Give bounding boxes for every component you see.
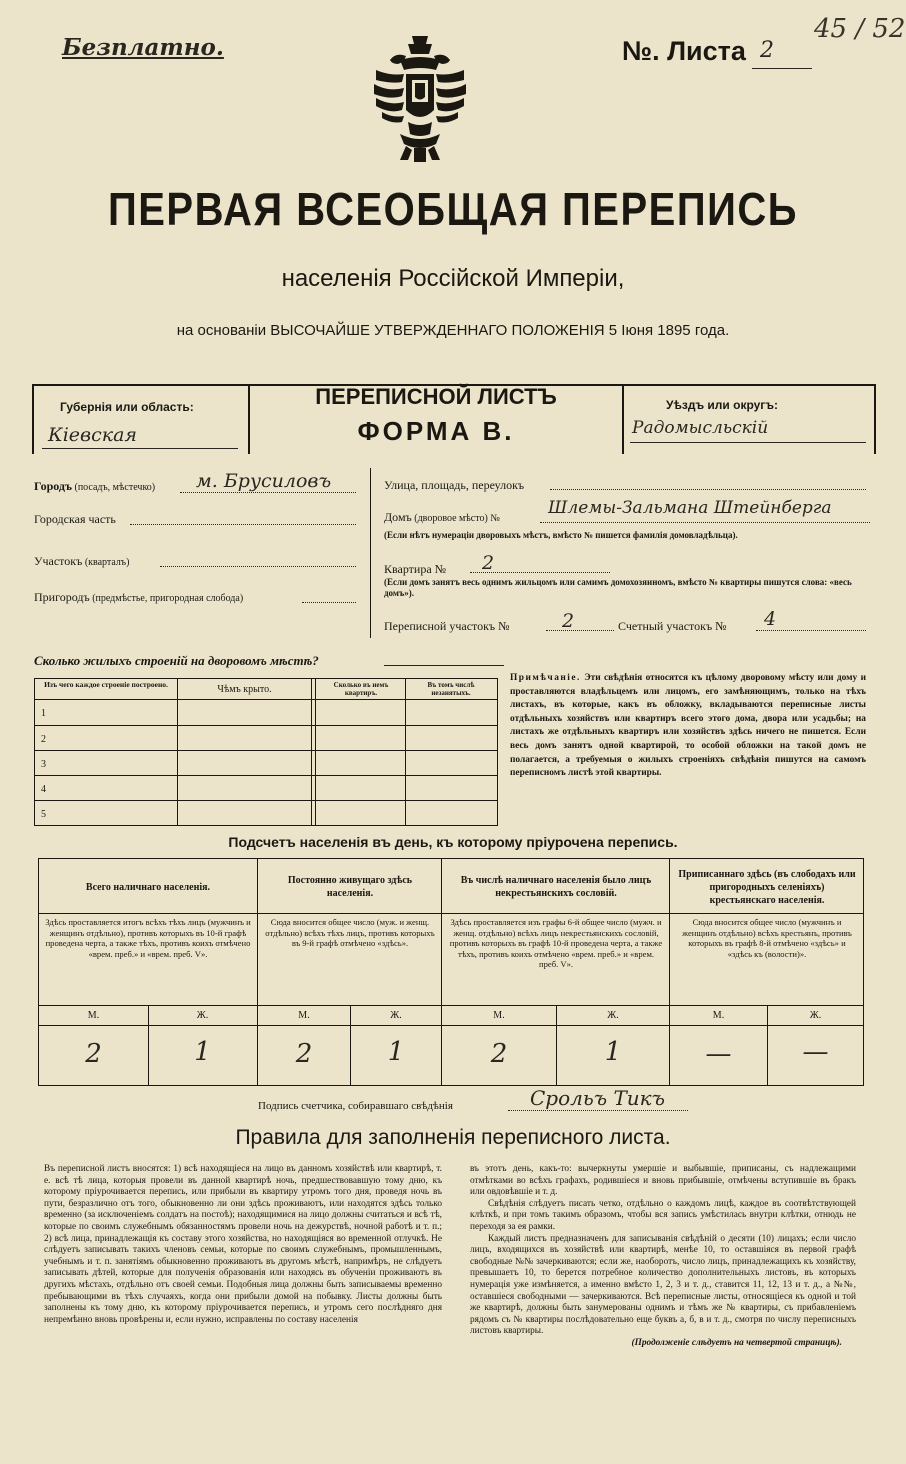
census-area-label: Переписной участокъ № — [384, 619, 510, 633]
female-count: — — [802, 1037, 829, 1067]
sheet-number-label: №. Листа — [622, 36, 746, 66]
gubernia-value: Кіевская — [48, 424, 137, 446]
tally-table — [38, 858, 864, 1086]
uezd-label: Уѣздъ или округъ: — [666, 398, 779, 412]
col-flats: Сколько въ немъ квартиръ. — [333, 681, 389, 697]
tally-column-description: Сюда вносится общее число (муж. и женщ. отдѣльно) всѣхъ тѣхъ лицъ, противъ которыхъ въ 9-й графѣ отмѣчено «здѣсь». — [265, 917, 435, 949]
tally-title: Подсчетъ населенія въ день, къ которому пріурочена перепись. — [228, 834, 678, 850]
form-title: ФОРМА В. — [357, 416, 515, 446]
flat-value: 2 — [482, 552, 495, 574]
signature-label: Подпись счетчика, собиравшаго свѣдѣнія — [258, 1100, 453, 1112]
legal-basis: на основаніи ВЫСОЧАЙШЕ УТВЕРЖДЕННАГО ПОЛОЖЕНІЯ 5 Іюня 1895 года. — [176, 322, 730, 339]
suburb-label: Пригородъ (предмѣстье, пригородная слобода) — [34, 590, 244, 604]
city-part-label: Городская часть — [34, 512, 116, 526]
street-label: Улица, площадь, переулокъ — [384, 478, 525, 492]
female-label: Ж. — [390, 1010, 402, 1021]
male-label: М. — [712, 1010, 725, 1021]
tally-column — [441, 859, 670, 1085]
tally-column-heading: Постоянно живущаго здѣсь населенія. — [287, 875, 413, 899]
house-hint: (Если нѣтъ нумераціи дворовыхъ мѣстъ, вмѣсто № пишется фамилія домовладѣльца). — [384, 530, 738, 540]
buildings-note: Примѣчаніе. Эти свѣдѣнія относятся къ цѣлому дворовому мѣсту или дому и проставляются владѣльцемъ или лицомъ, его замѣняющимъ, только на тѣхъ листахъ, въ которые, какъ въ обложку, вкладываются переписные листы отдѣльныхъ хозяйствъ или квартиръ всего этого дома, двора или усадьбы; на листахъ же отдѣльныхъ квартиръ или хозяйствъ здѣсь ничего не пишется. Если весь домъ занятъ одной квартирой, то особой обложки на такой домъ не полагается, а требуемыя о жилыхъ строеніяхъ свѣдѣнія пишутся на самомъ переписномъ листѣ этой квартиры. — [510, 673, 866, 779]
female-count: 1 — [604, 1037, 622, 1067]
male-count: 2 — [490, 1039, 508, 1069]
flat-label: Квартира № — [384, 562, 447, 576]
building-row — [35, 725, 497, 751]
male-label: М. — [87, 1010, 100, 1021]
tally-column-heading: Всего наличнаго населенія. — [85, 881, 211, 893]
building-row-number: 4 — [41, 784, 46, 795]
page-subtitle: населенія Россійской Имперіи, — [281, 265, 625, 292]
col-material: Изъ чего каждое строеніе построено. — [44, 680, 168, 689]
male-count: — — [705, 1039, 732, 1069]
col-roof: Чѣмъ крыто. — [217, 684, 272, 695]
gubernia-label: Губернія или область: — [60, 400, 194, 414]
count-area-label: Счетный участокъ № — [618, 619, 727, 633]
male-label: М. — [298, 1010, 310, 1021]
tally-column-description: Сюда вносится общее число (мужчинъ и женщинъ отдѣльно) всѣхъ крестьянъ, противъ которыхъ въ графѣ 8-й отмѣчено «здѣсь» и «здѣсь къ (волости)». — [682, 917, 852, 959]
female-count: 1 — [194, 1037, 211, 1067]
tally-column-description: Здѣсь проставляется итогъ всѣхъ тѣхъ лицъ (мужчинъ и женщинъ отдѣльно), противъ которыхъ въ 10-й графѣ проведена черта, а также тѣхъ, противъ коихъ отмѣчено «врем. преб.» и «врем. преб. V». — [45, 917, 251, 959]
uezd-value: Радомысльскій — [632, 418, 769, 438]
sheet-number-value: 2 — [760, 38, 774, 63]
city-label: Городъ (посадъ, мѣстечко) — [34, 479, 156, 493]
building-row-number: 2 — [41, 734, 46, 745]
building-row — [35, 775, 497, 801]
building-row-number: 5 — [41, 809, 46, 820]
flat-hint: (Если домъ занятъ весь однимъ жильцомъ или самимъ домохозяиномъ, вмѣсто № квартиры пишутся слова: «весь домъ»). — [384, 577, 852, 598]
census-area-value: 2 — [562, 610, 575, 632]
precinct-label: Участокъ (кварталъ) — [34, 554, 130, 568]
tally-column — [39, 859, 257, 1085]
buildings-question: Сколько жилыхъ строеній на дворовомъ мѣстѣ? — [34, 653, 319, 668]
rules-title: Правила для заполненія переписного листа. — [235, 1126, 671, 1149]
signature-value: Срольъ Тикъ — [530, 1086, 665, 1110]
female-label: Ж. — [607, 1010, 619, 1021]
female-label: Ж. — [196, 1010, 209, 1021]
building-row-number: 1 — [41, 708, 46, 719]
male-count: 2 — [85, 1039, 102, 1069]
tally-column — [257, 859, 442, 1085]
female-label: Ж. — [809, 1010, 822, 1021]
house-label: Домъ (дворовое мѣсто) № — [384, 510, 500, 524]
free-label: Безплатно. — [62, 34, 224, 61]
building-row-number: 3 — [41, 759, 46, 770]
building-row — [35, 750, 497, 776]
count-area-value: 4 — [764, 608, 777, 630]
buildings-table — [34, 678, 498, 826]
col-uninhabited: Въ томъ числѣ незанятыхъ. — [427, 681, 475, 697]
building-row — [35, 700, 497, 725]
rules-right-column: въ этотъ день, какъ-то: вычеркнуты умершіе и выбывшіе, приписаны, съ надлежащими отмѣтками во всѣхъ графахъ, родившіеся и вновь прибывшіе, отмѣчены вступившіе въ бракъ или овдовѣвшіе и т. д. Свѣдѣнія слѣдуетъ писать четко, отдѣльно о каждомъ лицѣ, каждое въ соотвѣтствующей клѣткѣ, и при томъ такимъ образомъ, чтобы вся запись умѣстилась внутри клѣтки, отнюдь не переходя за ея рамки. Каждый листъ предназначенъ для записыванія свѣдѣній о десяти (10) лицахъ; если число лицъ, входящихся въ хозяйствѣ или квартирѣ, менѣе 10, то оставшіяся въ первой графѣ свободные №№ зачеркиваются; если же, наоборотъ, число лицъ, принадлежащихъ къ хозяйству, превышаетъ 10, то берется потребное количество дополнительныхъ листовъ, въ которыхъ нумерація уже измѣняется, а именно вмѣсто 1, 2, 3 и т. д., ставится 11, 12, 13 и т. д., а №№, оставшіеся свободными — зачеркиваются. Всѣ переписные листы, относящіеся къ одной и той же квартирѣ, должны быть занумерованы однимъ и тѣмъ же № квартиры, съ прибавленіемъ рядомъ съ № квартиры послѣдовательно еще буквъ а, б, в и т. д., смотря по числу переписныхъ листовъ квартиры. (Продолженіе слѣдуетъ на четвертой страницѣ). — [470, 1164, 856, 1348]
tally-column-heading: Въ числѣ наличнаго населенія было лицъ некрестьянскихъ сословій. — [460, 875, 652, 899]
tally-column-description: Здѣсь проставляется изъ графы 6-й общее число (мужч. и женщ. отдѣльно) всѣхъ лицъ некрестьянскихъ сословій, противъ которыхъ въ графѣ 10-й проведена черта, а также тѣхъ, противъ коихъ отмѣчено «врем. преб.» и «врем. преб. V». — [449, 917, 663, 970]
male-count: 2 — [295, 1039, 313, 1069]
male-label: М. — [493, 1010, 505, 1021]
sheet-title: ПЕРЕПИСНОЙ ЛИСТЪ — [315, 384, 557, 409]
city-value: м. Брусиловъ — [196, 470, 332, 492]
tally-column-heading: Приписаннаго здѣсь (въ слободахъ или пригородныхъ селеніяхъ) крестьянскаго населенія. — [678, 868, 856, 906]
rules-left-column: Въ переписной листъ вносятся: 1) всѣ находящіеся на лицо въ данномъ хозяйствѣ или квартирѣ, т. е. всѣ тѣ лица, которыя провели въ данной квартирѣ ночь, предшествовавшую тому дню, къ которому пріурочивается перепись, или прибыли въ квартиру утромъ того дня, проведя ночь въ пути, безразлично отъ того, обыкновенно ли они здѣсь проживаютъ, или находятся здѣсь только временно (за исключеніемъ солдатъ на постоѣ); находящимися на лицо должны считаться и всѣ тѣ, которые по своимъ служебнымъ обязанностямъ провели ночь на дежурствѣ, ночной работѣ и т. п.; 2) всѣ лица, принадлежащія къ составу этого хозяйства, но находящіяся во временной отлучкѣ. Не слѣдуетъ записывать такихъ членовъ семьи, которые по своимъ служебнымъ, промышленнымъ, учебнымъ и т. п. занятіямъ обыкновенно проживаютъ въ другомъ мѣстѣ, напримѣръ, не слѣдуетъ записывать дѣтей, которые для полученія образованія или находясь въ обученіи проживаютъ въ другихъ мѣстахъ, отдѣльно отъ своей семьи. Подобныя лица должны быть записываемы временно пребывающими въ тѣхъ случаяхъ, когда они прибыли домой на побывку. Листы должны быть заполнены къ тому дню, къ которому пріурочивается перепись, и утромъ сего послѣдняго дня непремѣнно вновь провѣрены и, если нужно, исправлены по составу населенія — [44, 1164, 442, 1325]
building-row — [35, 800, 497, 826]
imperial-eagle-emblem — [370, 30, 470, 170]
tally-column — [669, 859, 864, 1085]
house-value: Шлемы-Зальмана Штейнберга — [548, 498, 832, 518]
archival-page-number: 45 / 52 — [814, 14, 906, 44]
female-count: 1 — [387, 1037, 405, 1067]
page-title: ПЕРВАЯ ВСЕОБЩАЯ ПЕРЕПИСЬ — [108, 184, 798, 236]
